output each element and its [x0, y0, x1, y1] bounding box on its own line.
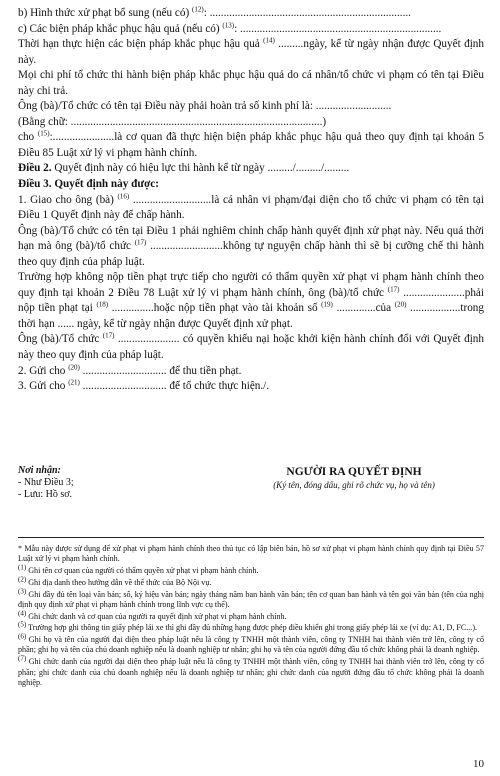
- footnote-2: $^{(2)}$ Ghi địa danh theo hướng dẫn về thể thức của Bộ Nội vụ.: [18, 575, 212, 587]
- signer-title: NGƯỜI RA QUYẾT ĐỊNH: [286, 466, 422, 478]
- refund-amount: Ông (bà)/Tổ chức có tên tại Điều này phải hoàn trả số kinh phí là: ...........................: [18, 100, 392, 113]
- compliance-paragraph: Ông (bà)/Tổ chức có tên tại Điều 1 phải nghiêm chỉnh chấp hành quyết định xử phạt này. Nếu quá thời hạn mà ông (bà)/tổ chức $^{(17)}$ ..........................không tự nguyện chấp hành thì sẽ bị cưỡng chế thi hành theo quy định của pháp luật.: [18, 224, 484, 268]
- recipients: [18, 465, 74, 501]
- article-3-heading: Điều 3. Quyết định này được:: [18, 178, 159, 191]
- signer-note: (Ký tên, đóng dấu, ghi rõ chức vụ, họ và tên): [273, 480, 435, 490]
- decision-body: [18, 6, 484, 395]
- article-2: Điều 2. Quyết định này có hiệu lực thi hành kể từ ngày ........./........./.........: [18, 162, 350, 175]
- footnote-3: $^{(3)}$ Ghi đầy đủ tên loại văn bản; số, ký hiệu văn bản; ngày tháng năm ban hành văn bản; tên cơ quan ban hành và tên gọi văn bản (tên của nghị định quy định xử phạt vi phạm hành chính trong lĩnh vực cụ thể).: [18, 586, 484, 609]
- footnotes: [18, 544, 484, 690]
- payment-paragraph: Trường hợp không nộp tiền phạt trực tiếp cho người có thẩm quyền xử phạt vi phạm hành chính theo quy định tại khoản 2 Điều 78 Luật xử lý vi phạm hành chính, ông (bà)/tổ chức $^{(17)}$ ......................phải nộp tiền phạt tại $^{(18)}$ ...............hoặc nộp tiền phạt vào tài khoản số $^{(19)}$ ..............của $^{(20)}$ ..................trong thời hạn ...... ngày, kể từ ngày nhận được Quyết định xử phạt.: [18, 271, 484, 330]
- item-c-line: c) Các biện pháp khắc phục hậu quả (nếu có) $^{(13)}$: ........................................................................: [18, 20, 442, 35]
- signer: [234, 465, 474, 491]
- footnote-star: * Mẫu này được sử dụng để xử phạt vi phạm hành chính theo thủ tục có lập biên bản, hồ sơ xử phạt vi phạm hành chính quy định tại Điều 57 Luật xử lý vi phạm hành chính.: [18, 544, 484, 564]
- amount-in-words: (Bằng chữ: ..........................................................................................): [18, 115, 327, 128]
- item-b-line: b) Hình thức xử phạt bổ sung (nếu có) $^{(12)}$: ........................................................................: [18, 5, 411, 19]
- remedy-agency: cho $^{(15)}$:......................là cơ quan đã thực hiện biện pháp khắc phục hậu quả theo quy định tại khoản 5 Điều 85 Luật xử lý vi phạm hành chính.: [18, 129, 485, 159]
- footnote-1: $^{(1)}$ Ghi tên cơ quan của người có thẩm quyền xử phạt vi phạm hành chính.: [18, 563, 259, 576]
- footnote-6: $^{(6)}$ Ghi họ và tên của người đại diện theo pháp luật nếu là công ty TNHH một thành viên, công ty TNHH hai thành viên trở lên, công ty cổ phần; ghi họ và tên của chủ doanh nghiệp nếu là doanh nghiệp tư nhân; ghi họ và tên của người đứng đầu tổ chức không phải là doanh nghiệp.: [18, 632, 484, 655]
- article-3-clause-1: 1. Giao cho ông (bà) $^{(16)}$ ............................là cá nhân vi phạm/đại diện cho tổ chức vi phạm có tên tại Điều 1 Quyết định này để chấp hành.: [18, 191, 484, 222]
- article-3-clause-2: 2. Gửi cho $^{(20)}$ .............................. để thu tiền phạt.: [18, 362, 242, 377]
- cost-paragraph: Mọi chi phí tổ chức thi hành biện pháp khắc phục hậu quả do cá nhân/tổ chức vi phạm có tên tại Điều này chi trả.: [18, 69, 484, 97]
- recipient-item: - Lưu: Hồ sơ.: [18, 489, 73, 500]
- footnote-4: $^{(4)}$ Ghi chức danh và cơ quan của người ra quyết định xử phạt vi phạm hành chính.: [18, 608, 287, 621]
- page-number: 10: [473, 758, 484, 770]
- article-3-clause-3: 3. Gửi cho $^{(21)}$ .............................. để tổ chức thực hiện./.: [18, 378, 270, 393]
- signature-block: [18, 465, 484, 525]
- footnote-divider: [18, 537, 484, 538]
- recipient-item: - Như Điều 3;: [18, 477, 74, 488]
- recipients-label: Nơi nhận:: [18, 465, 61, 476]
- footnote-7: $^{(7)}$ Ghi chức danh của người đại diện theo pháp luật nếu là công ty TNHH một thành viên, công ty TNHH hai thành viên trở lên, công ty cổ phần; ghi chức danh của chủ doanh nghiệp nếu là doanh nghiệp tư nhân; ghi chức danh của người đứng đầu tổ chức không phải là doanh nghiệp.: [18, 654, 484, 687]
- footnote-5: $^{(5)}$ Trường hợp ghi thông tin giấy phép lái xe thì ghi đầy đủ những hạng được phép điều khiển ghi trong giấy phép lái xe (ví dụ: A1, D, FC...).: [18, 620, 478, 633]
- appeal-paragraph: Ông (bà)/Tổ chức $^{(17)}$ ...................... có quyền khiếu nại hoặc khởi kiện hành chính đối với Quyết định này theo quy định của pháp luật.: [18, 331, 484, 362]
- remedy-deadline: Thời hạn thực hiện các biện pháp khắc phục hậu quả $^{(14)}$ .........ngày, kể từ ngày nhận được Quyết định này.: [18, 36, 484, 66]
